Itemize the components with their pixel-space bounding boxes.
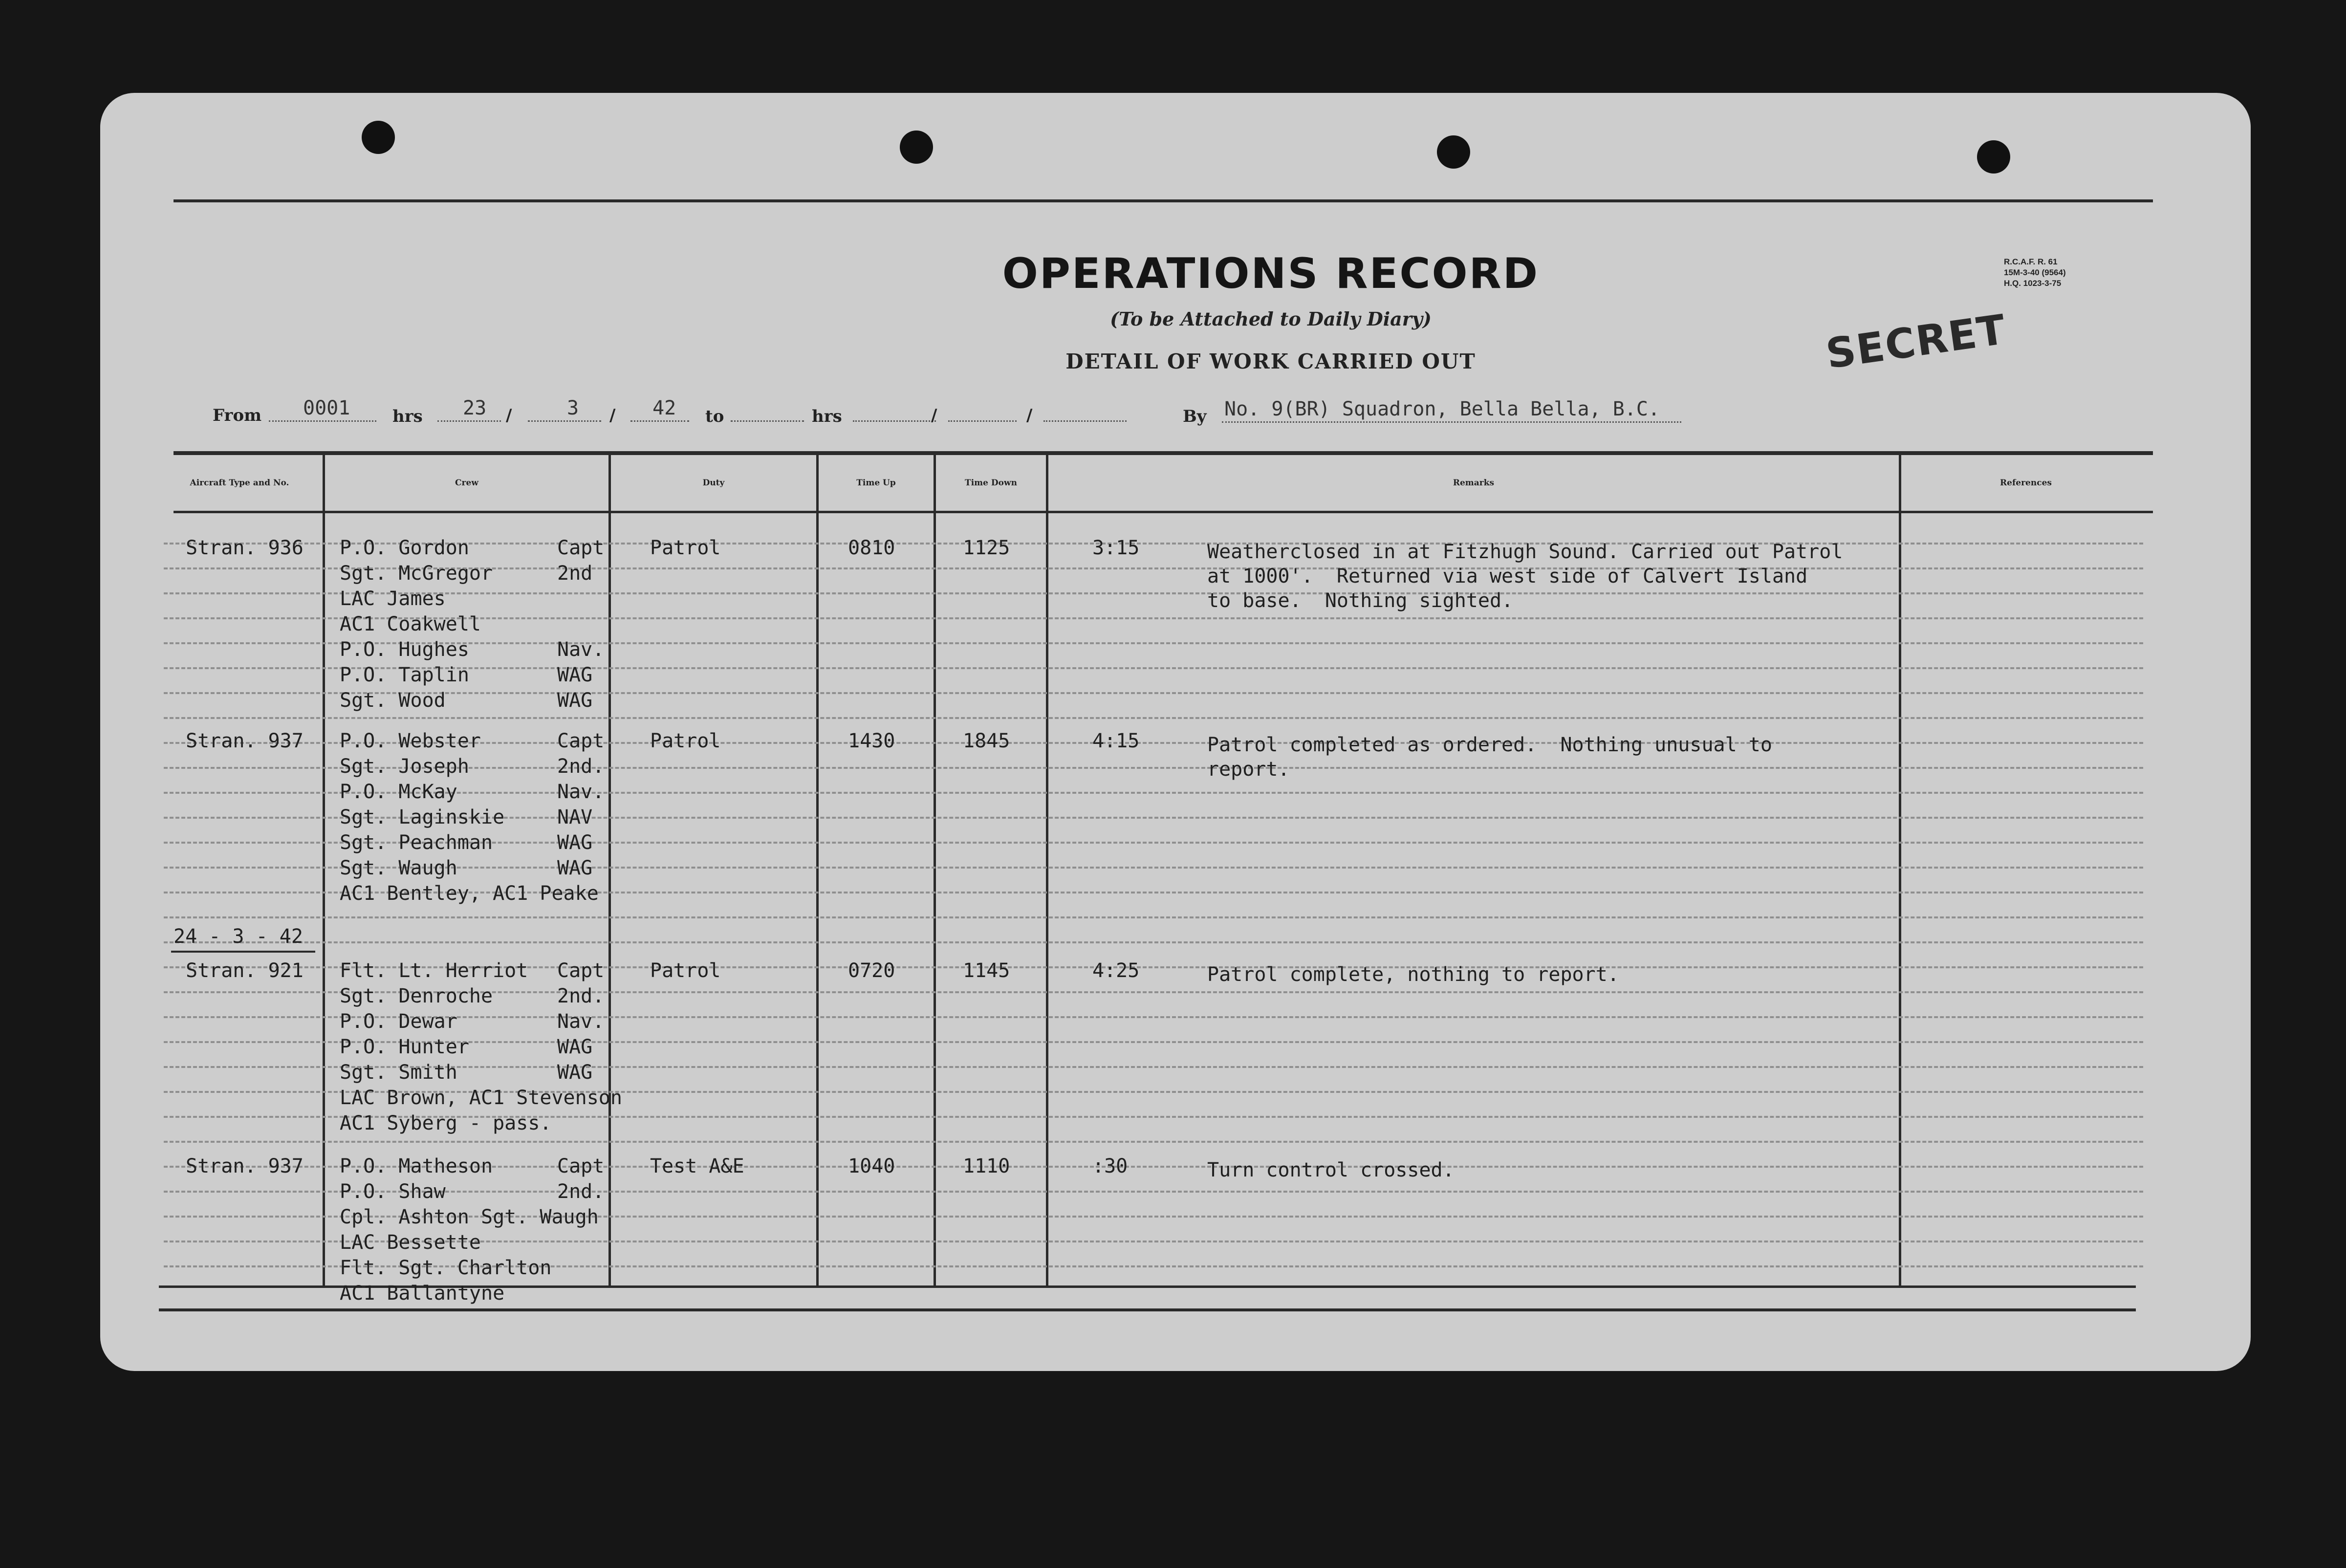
crew-role: WAG bbox=[557, 689, 593, 712]
date-separator: / bbox=[506, 406, 512, 425]
time-up-cell: 1040 bbox=[848, 1155, 895, 1177]
time-down-cell: 1110 bbox=[963, 1155, 1010, 1177]
punch-hole bbox=[1437, 135, 1470, 169]
crew-role: Capt bbox=[557, 730, 605, 752]
remarks-line: Weatherclosed in at Fitzhugh Sound. Carried out Patrol bbox=[1207, 541, 1843, 563]
time-down-cell: 1125 bbox=[963, 537, 1010, 559]
remarks-line: at 1000'. Returned via west side of Calvert Island bbox=[1207, 565, 1808, 588]
crew-role: 2nd. bbox=[557, 1180, 605, 1203]
column-header-time-up: Time Up bbox=[856, 478, 896, 488]
crew-member: Sgt. Smith bbox=[340, 1061, 457, 1084]
column-divider bbox=[934, 453, 936, 1286]
crew-role: WAG bbox=[557, 1061, 593, 1084]
column-header-remarks: Remarks bbox=[1453, 478, 1495, 488]
aircraft-cell: Stran. 937 bbox=[186, 1155, 304, 1177]
crew-role: 2nd. bbox=[557, 755, 605, 778]
crew-member: P.O. Matheson bbox=[340, 1155, 493, 1177]
form-reference-line: H.Q. 1023-3-75 bbox=[2004, 279, 2062, 288]
column-divider bbox=[1899, 453, 1901, 1286]
crew-member: Sgt. Peachman bbox=[340, 831, 493, 854]
duration-cell: 4:25 bbox=[1092, 959, 1140, 982]
form-reference-line: R.C.A.F. R. 61 bbox=[2004, 257, 2058, 266]
crew-member: LAC James bbox=[340, 588, 446, 610]
time-up-cell: 0720 bbox=[848, 959, 895, 982]
crew-member: P.O. Hughes bbox=[340, 638, 469, 661]
date-divider-underline bbox=[171, 951, 315, 953]
ruled-line bbox=[164, 1016, 2143, 1018]
crew-member: P.O. Taplin bbox=[340, 664, 469, 686]
remarks-line: Patrol completed as ordered. Nothing unusual to bbox=[1207, 734, 1772, 756]
from-month: 3 bbox=[567, 397, 579, 419]
top-border-line bbox=[174, 199, 2153, 202]
header-bottom-line bbox=[174, 511, 2153, 513]
detail-heading: DETAIL OF WORK CARRIED OUT bbox=[1065, 349, 1476, 373]
card-bottom-line bbox=[159, 1308, 2136, 1311]
crew-member: P.O. McKay bbox=[340, 781, 457, 803]
crew-member: AC1 Coakwell bbox=[340, 613, 481, 635]
date-separator: / bbox=[1026, 406, 1033, 425]
punch-hole bbox=[1977, 140, 2010, 174]
ruled-line bbox=[164, 1066, 2143, 1068]
to-hrs-label: hrs bbox=[812, 407, 842, 426]
time-up-cell: 0810 bbox=[848, 537, 895, 559]
crew-member: Flt. Sgt. Charlton bbox=[340, 1257, 552, 1279]
date-separator: / bbox=[609, 406, 616, 425]
aircraft-cell: Stran. 937 bbox=[186, 730, 304, 752]
crew-member: Sgt. Waugh bbox=[340, 857, 457, 879]
aircraft-cell: Stran. 921 bbox=[186, 959, 304, 982]
crew-member: Flt. Lt. Herriot bbox=[340, 959, 528, 982]
unit-underline bbox=[1222, 421, 1681, 423]
remarks-line: to base. Nothing sighted. bbox=[1207, 589, 1514, 612]
month-underline bbox=[528, 420, 601, 422]
duty-cell: Test A&E bbox=[650, 1155, 744, 1177]
crew-role: Capt bbox=[557, 959, 605, 982]
crew-member: P.O. Hunter bbox=[340, 1036, 469, 1058]
crew-role: WAG bbox=[557, 1036, 593, 1058]
column-divider bbox=[323, 453, 325, 1286]
crew-role: Capt bbox=[557, 537, 605, 559]
column-divider bbox=[1046, 453, 1048, 1286]
crew-role: 2nd. bbox=[557, 985, 605, 1007]
day-underline bbox=[437, 420, 501, 422]
punch-hole bbox=[900, 131, 933, 164]
operations-record-card bbox=[100, 93, 2251, 1371]
to-time-underline bbox=[731, 420, 804, 422]
duty-cell: Patrol bbox=[650, 730, 721, 752]
crew-role: Capt bbox=[557, 1155, 605, 1177]
crew-role: 2nd bbox=[557, 562, 593, 585]
from-day: 23 bbox=[463, 397, 487, 419]
duration-cell: 4:15 bbox=[1092, 730, 1140, 752]
to-label: to bbox=[705, 407, 724, 426]
crew-member: Sgt. Laginskie bbox=[340, 806, 505, 828]
crew-member: P.O. Shaw bbox=[340, 1180, 446, 1203]
table-top-line bbox=[174, 451, 2153, 455]
from-time-underline bbox=[269, 420, 376, 422]
remarks-line: Turn control crossed. bbox=[1207, 1159, 1455, 1181]
ruled-line bbox=[164, 941, 2143, 943]
duty-cell: Patrol bbox=[650, 537, 721, 559]
to-month-underline bbox=[948, 420, 1017, 422]
ruled-line bbox=[164, 792, 2143, 794]
to-year-underline bbox=[1043, 420, 1127, 422]
unit-name: No. 9(BR) Squadron, Bella Bella, B.C. bbox=[1224, 398, 1660, 420]
crew-member: Sgt. Denroche bbox=[340, 985, 493, 1007]
ruled-line bbox=[164, 867, 2143, 869]
from-time: 0001 bbox=[303, 397, 350, 419]
ruled-line bbox=[164, 1141, 2143, 1143]
crew-role: NAV bbox=[557, 806, 593, 828]
date-divider: 24 - 3 - 42 bbox=[174, 925, 303, 948]
crew-role: Nav. bbox=[557, 781, 605, 803]
crew-member: Sgt. McGregor bbox=[340, 562, 493, 585]
crew-role: Nav. bbox=[557, 638, 605, 661]
crew-role: WAG bbox=[557, 831, 593, 854]
crew-member: P.O. Webster bbox=[340, 730, 481, 752]
crew-role: WAG bbox=[557, 664, 593, 686]
column-divider bbox=[816, 453, 819, 1286]
column-header-duty: Duty bbox=[702, 478, 725, 488]
by-label: By bbox=[1183, 407, 1207, 426]
form-reference-line: 15M-3-40 (9564) bbox=[2004, 268, 2066, 277]
column-divider bbox=[608, 453, 611, 1286]
time-down-cell: 1145 bbox=[963, 959, 1010, 982]
crew-member: AC1 Syberg - pass. bbox=[340, 1112, 552, 1134]
form-reference bbox=[2004, 257, 2087, 289]
year-underline bbox=[630, 420, 689, 422]
crew-member: Cpl. Ashton Sgt. Waugh bbox=[340, 1206, 599, 1228]
column-header-time-down: Time Down bbox=[965, 478, 1017, 488]
page-title: OPERATIONS RECORD bbox=[1002, 249, 1540, 298]
crew-member: AC1 Ballantyne bbox=[340, 1282, 505, 1305]
ruled-line bbox=[164, 717, 2143, 719]
date-separator: / bbox=[931, 406, 937, 425]
page-subtitle: (To be Attached to Daily Diary) bbox=[1110, 308, 1432, 330]
crew-member: Sgt. Wood bbox=[340, 689, 446, 712]
time-down-cell: 1845 bbox=[963, 730, 1010, 752]
crew-role: Nav. bbox=[557, 1010, 605, 1033]
secret-stamp: SECRET bbox=[1823, 305, 2009, 378]
column-header-crew: Crew bbox=[455, 478, 478, 488]
duty-cell: Patrol bbox=[650, 959, 721, 982]
crew-role: WAG bbox=[557, 857, 593, 879]
to-day-underline bbox=[853, 420, 936, 422]
punch-hole bbox=[362, 121, 395, 154]
duration-cell: 3:15 bbox=[1092, 537, 1140, 559]
from-label: From bbox=[213, 406, 262, 425]
crew-member: LAC Brown, AC1 Stevenson bbox=[340, 1087, 622, 1109]
remarks-line: Patrol complete, nothing to report. bbox=[1207, 963, 1619, 986]
duration-cell: :30 bbox=[1092, 1155, 1128, 1177]
time-up-cell: 1430 bbox=[848, 730, 895, 752]
hrs-label: hrs bbox=[392, 407, 423, 426]
from-year: 42 bbox=[652, 397, 676, 419]
crew-member: P.O. Dewar bbox=[340, 1010, 457, 1033]
column-header-references: References bbox=[2000, 478, 2052, 488]
ruled-line bbox=[164, 1191, 2143, 1193]
crew-member: LAC Bessette bbox=[340, 1231, 481, 1254]
crew-member: P.O. Gordon bbox=[340, 537, 469, 559]
crew-member: AC1 Bentley, AC1 Peake bbox=[340, 882, 599, 905]
ruled-line bbox=[164, 692, 2143, 694]
crew-member: Sgt. Joseph bbox=[340, 755, 469, 778]
ruled-line bbox=[164, 916, 2143, 918]
column-header-aircraft: Aircraft Type and No. bbox=[190, 478, 289, 488]
ruled-line bbox=[164, 592, 2143, 594]
remarks-line: report. bbox=[1207, 758, 1290, 781]
aircraft-cell: Stran. 936 bbox=[186, 537, 304, 559]
